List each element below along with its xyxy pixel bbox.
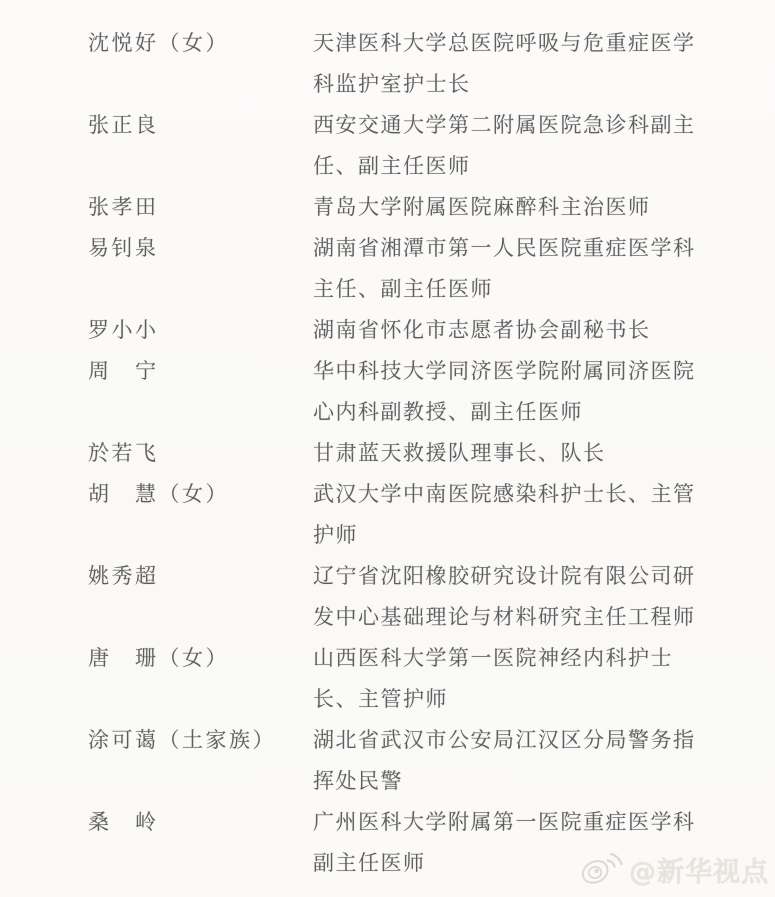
person-position: 武汉大学中南医院感染科护士长、主管护师	[313, 482, 696, 547]
list-item	[0, 228, 775, 310]
list-item	[0, 351, 775, 433]
person-name: 唐 珊（女）	[88, 646, 229, 670]
honorees-list	[0, 23, 775, 884]
person-position: 华中科技大学同济医学院附属同济医院心内科副教授、副主任医师	[313, 359, 696, 424]
person-name: 於若飞	[88, 441, 159, 465]
person-position: 青岛大学附属医院麻醉科主治医师	[313, 195, 651, 219]
person-name: 姚秀超	[88, 564, 159, 588]
person-name: 桑 岭	[88, 810, 159, 834]
person-position: 湖北省武汉市公安局江汉区分局警务指挥处民警	[313, 728, 696, 793]
person-position: 西安交通大学第二附属医院急诊科副主任、副主任医师	[313, 113, 696, 178]
person-name: 沈悦好（女）	[88, 31, 229, 55]
person-position: 湖南省怀化市志愿者协会副秘书长	[313, 318, 651, 342]
person-position: 广州医科大学附属第一医院重症医学科副主任医师	[313, 810, 696, 875]
person-name: 张正良	[88, 113, 159, 137]
watermark-handle: @新华视点	[629, 857, 769, 888]
list-item	[0, 23, 775, 105]
list-item	[0, 105, 775, 187]
list-item	[0, 310, 775, 351]
person-position: 辽宁省沈阳橡胶研究设计院有限公司研发中心基础理论与材料研究主任工程师	[313, 564, 696, 629]
person-name: 涂可蔼（土家族）	[88, 728, 276, 752]
watermark	[580, 850, 769, 889]
list-item	[0, 474, 775, 556]
list-item	[0, 187, 775, 228]
list-item	[0, 433, 775, 474]
person-position: 湖南省湘潭市第一人民医院重症医学科主任、副主任医师	[313, 236, 696, 301]
person-position: 甘肃蓝天救援队理事长、队长	[313, 441, 606, 465]
list-item	[0, 556, 775, 638]
person-position: 天津医科大学总医院呼吸与危重症医学科监护室护士长	[313, 31, 696, 96]
person-name: 易钊泉	[88, 236, 159, 260]
person-name: 张孝田	[88, 195, 159, 219]
person-name: 罗小小	[88, 318, 159, 342]
list-item	[0, 720, 775, 802]
person-name: 周 宁	[88, 359, 159, 383]
list-item	[0, 638, 775, 720]
person-position: 山西医科大学第一医院神经内科护士长、主管护师	[313, 646, 673, 711]
weibo-logo-icon	[580, 851, 624, 889]
person-name: 胡 慧（女）	[88, 482, 229, 506]
